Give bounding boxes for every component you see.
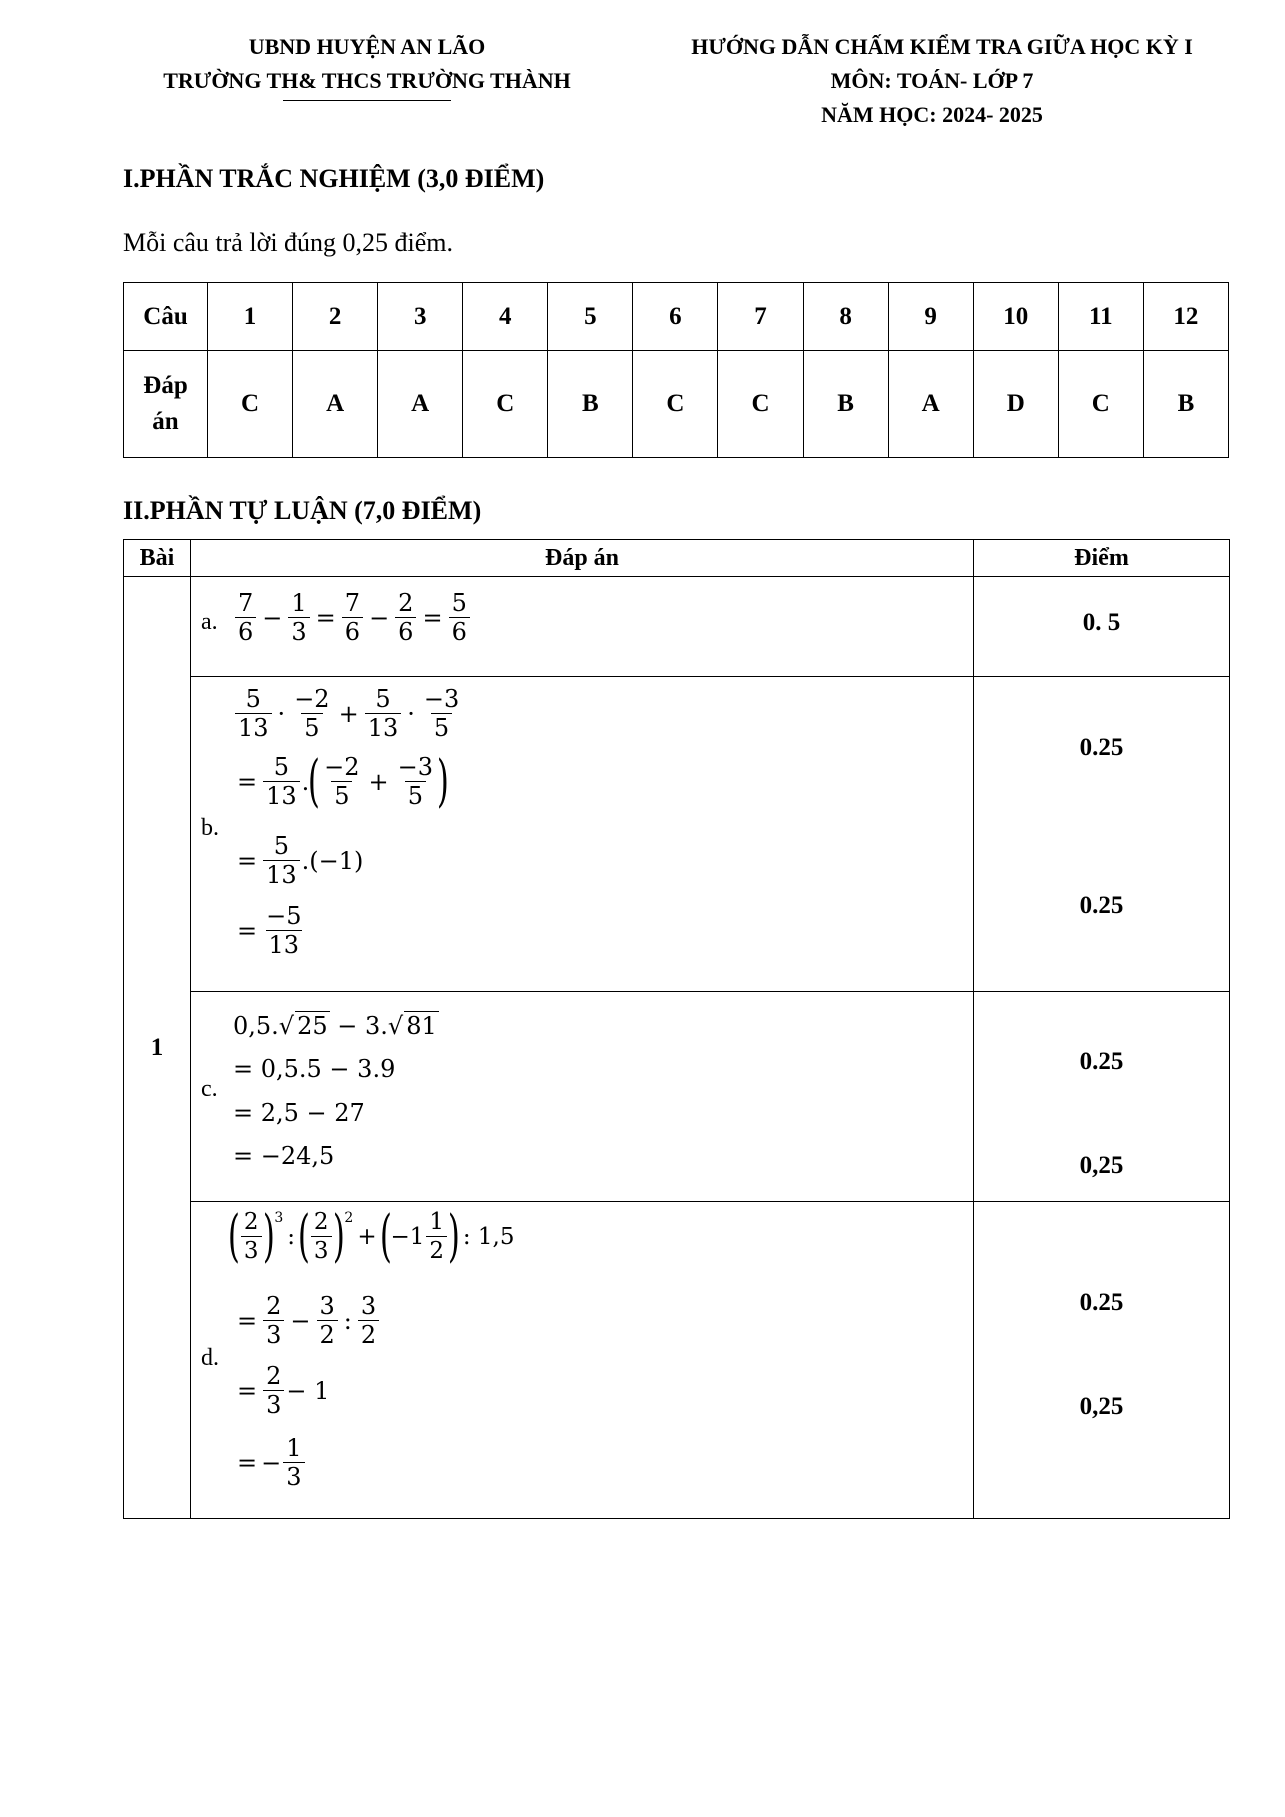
part-d-answer [191,1202,974,1519]
col-header-diem: Điểm [974,540,1230,577]
part-d-row [124,1202,1230,1519]
question-number: 5 [548,283,633,351]
answer-cell: C [1058,351,1143,458]
answer-cell: D [973,351,1058,458]
question-number: 11 [1058,283,1143,351]
answer-cell: A [293,351,378,458]
answer-cell: C [463,351,548,458]
answer-cell: B [803,351,888,458]
essay-header-row [124,540,1230,577]
section2-title: II.PHẦN TỰ LUẬN (7,0 ĐIỂM) [123,496,482,525]
question-number: 12 [1143,283,1228,351]
part-d-line4: = − $\frac{1}{3}$ [233,1434,307,1491]
question-number: 10 [973,283,1058,351]
part-c-label: c. [201,1076,218,1102]
part-a-points [974,577,1230,677]
part-b-line3: = $\frac{5}{13}$ .(−1) [237,832,364,889]
points-value: 0.25 [1079,892,1124,919]
bai-number: 1 [124,577,191,1519]
header-left [118,30,616,101]
part-d-points [974,1202,1230,1519]
answer-cell: C [718,351,803,458]
part-b-row [124,677,1230,992]
points-value: 0,25 [1079,1393,1124,1420]
part-b-line4: = $\frac{-5}{13}$ [237,902,302,959]
answer-cell: A [888,351,973,458]
part-d-line3: = $\frac{2}{3}$ − 1 [237,1362,330,1419]
school-name: TRƯỜNG TH& THCS TRƯỜNG THÀNH [163,68,571,93]
part-b-line1: $\frac{5}{13}$ · $\frac{-2}{5}$ + $\frac{5}{13}$ · $\frac{-3}{5}$ [233,685,464,742]
question-number: 2 [293,283,378,351]
points-value: 0.25 [1079,734,1124,761]
question-number: 9 [888,283,973,351]
question-number: 1 [208,283,293,351]
district-name: UBND HUYỆN AN LÃO [248,34,486,59]
answer-cell: B [548,351,633,458]
section1-title: I.PHẦN TRẮC NGHIỆM (3,0 ĐIỂM) [123,164,545,193]
part-d-label: d. [201,1345,219,1371]
part-d-line2: = $\frac{2}{3}$ − $\frac{3}{2}$ : $\frac{3}{2}$ [233,1292,381,1349]
question-number: 3 [378,283,463,351]
answer-cell: C [633,351,718,458]
answer-cell: A [378,351,463,458]
part-c-points [974,992,1230,1202]
part-c-line3: = 2,5 − 27 [233,1099,365,1127]
part-c-row [124,992,1230,1202]
part-b-label: b. [201,815,219,841]
part-b-answer [191,677,974,992]
multiple-choice-table [123,282,1229,458]
school-year: NĂM HỌC: 2024- 2025 [821,102,1043,127]
part-a-answer [191,577,974,677]
points-value: 0.25 [1079,1289,1124,1316]
question-number: 4 [463,283,548,351]
subject-line: MÔN: TOÁN- LỚP 7 [830,68,1034,93]
answer-cell: C [208,351,293,458]
part-c-line4: = −24,5 [233,1142,335,1170]
points-value: 0.25 [1079,1048,1124,1075]
header-underline [283,100,451,101]
doc-title: HƯỚNG DẪN CHẤM KIỂM TRA GIỮA HỌC KỲ I [691,34,1193,59]
answer-label-line2: án [152,408,179,435]
answer-label-line1: Đáp [143,372,188,399]
essay-table [123,539,1230,1519]
part-a-label: a. [201,609,218,635]
question-number: 7 [718,283,803,351]
points-value: 0,25 [1079,1152,1124,1179]
col-header-bai: Bài [124,540,191,577]
part-a-row [124,577,1230,677]
section1-note: Mỗi câu trả lời đúng 0,25 điểm. [123,228,454,257]
col-header-dap-an: Đáp án [191,540,974,577]
part-c-line2: = 0,5.5 − 3.9 [233,1055,396,1083]
part-a-math: $\frac{7}{6}$ − $\frac{1}{3}$ = $\frac{7}{6}$ − $\frac{2}{6}$ = $\frac{5}{6}$ [233,589,472,646]
part-c-answer [191,992,974,1202]
question-label: Câu [124,283,208,351]
answer-row [124,351,1229,458]
answer-cell: B [1143,351,1228,458]
question-row [124,283,1229,351]
part-b-points [974,677,1230,992]
answer-label [124,351,208,458]
part-b-line2: = $\frac{5}{13}$ . ( $\frac{-2}{5}$ + $\frac{-3}{5}$ ) [237,748,449,814]
question-number: 6 [633,283,718,351]
part-c-line1: 0,5.√ 25 − 3.√ 81 [233,1012,437,1040]
points-value: 0. 5 [1082,609,1121,636]
part-d-line1: ( $\frac{2}{3}$ ) 3 : ( $\frac{2}{3}$ ) 2 + ( −1 $\frac{1}{2}$ ) : 1,5 [227,1203,515,1269]
header-right [636,30,1248,132]
question-number: 8 [803,283,888,351]
